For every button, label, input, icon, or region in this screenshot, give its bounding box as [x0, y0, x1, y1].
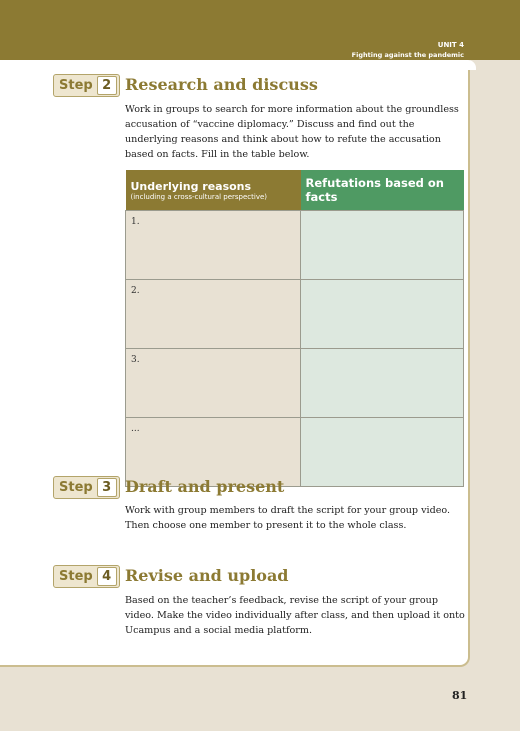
- step-number: 4: [97, 567, 117, 586]
- reasons-table: [125, 170, 464, 487]
- table-header-row: [126, 170, 464, 211]
- page-tab-corner: [462, 60, 476, 70]
- step-4-title: Revise and upload: [125, 566, 289, 585]
- refutation-cell[interactable]: [301, 280, 464, 349]
- col-refutations-header: [301, 170, 464, 211]
- step-2-title: Research and discuss: [125, 75, 318, 94]
- col-reasons-title: Underlying reasons: [130, 179, 252, 193]
- step-4-text: Based on the teacher’s feedback, revise the script of your group video. Make the video individually after class, and then upload it onto Ucampus and a social media platform.: [125, 595, 465, 636]
- reason-cell[interactable]: ...: [126, 418, 301, 487]
- reason-cell[interactable]: 3.: [126, 349, 301, 418]
- step-number: 2: [97, 76, 117, 95]
- col-reasons-header: [126, 170, 301, 211]
- refutation-cell[interactable]: [301, 418, 464, 487]
- step-4-badge: [53, 565, 120, 588]
- step-label: Step: [59, 78, 93, 93]
- step-3-title: Draft and present: [125, 477, 285, 496]
- step-2-text: Work in groups to search for more information about the groundless accusation of “vaccine diplomacy.” Discuss and find out the underlying reasons and think about how to refute the accusation based on facts. Fill in the table below.: [125, 104, 459, 160]
- refutation-cell[interactable]: [301, 211, 464, 280]
- reason-cell[interactable]: 1.: [126, 211, 301, 280]
- refutation-cell[interactable]: [301, 349, 464, 418]
- col-refutations-title: Refutations based on facts: [305, 176, 444, 204]
- step-number: 3: [97, 478, 117, 497]
- page-number: 81: [452, 689, 468, 702]
- col-reasons-subtitle: (including a cross-cultural perspective): [130, 192, 268, 201]
- step-label: Step: [59, 480, 93, 495]
- step-3-badge: [53, 476, 120, 499]
- unit-header: [352, 40, 464, 60]
- reason-cell[interactable]: 2.: [126, 280, 301, 349]
- table-row: [126, 211, 464, 280]
- step-2-badge: [53, 74, 120, 97]
- table-row: [126, 280, 464, 349]
- unit-subtitle: Fighting against the pandemic: [351, 51, 464, 59]
- step-3-text: Work with group members to draft the script for your group video. Then choose one member to present it to the whole class.: [125, 505, 451, 531]
- step-label: Step: [59, 569, 93, 584]
- unit-label: UNIT 4: [437, 41, 464, 49]
- table-row: [126, 349, 464, 418]
